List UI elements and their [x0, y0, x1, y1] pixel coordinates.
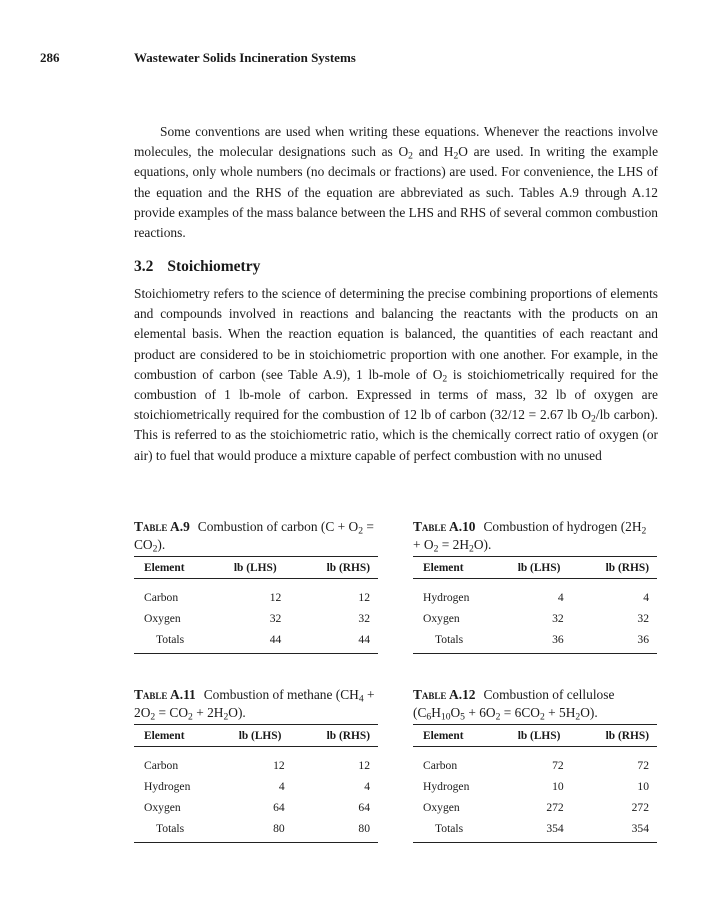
column-header: lb (LHS): [504, 725, 573, 747]
subscript: 2: [469, 543, 474, 555]
data-table: [134, 556, 378, 654]
table-cell: Oxygen: [144, 800, 181, 814]
table-cell: Oxygen: [423, 800, 460, 814]
subscript: 2: [575, 711, 581, 723]
table-row: [413, 608, 657, 629]
totals-row: [134, 818, 378, 843]
table-cell: Totals: [413, 629, 504, 654]
table-cell: 4: [643, 590, 649, 604]
table-caption-text: Combustion of carbon $(C + O_2 = CO_2)$.: [134, 519, 374, 555]
column-header: Element: [413, 557, 504, 579]
table-cell: Carbon: [144, 758, 179, 772]
subscript: 2: [539, 711, 545, 723]
subscript: 2: [188, 711, 193, 723]
stoichiometry-paragraph: Stoichiometry refers to the science of determining the precise combining proportions of elements and compounds involved in reactions and balancing the reactants with the products on an elemental basis. When the reaction equation is balanced, the quantities of each reactant and product are considered to be in stoichiometric proportion with one another. For example, in the combustion of carbon (see Table A.9), 1 lb-mole of $O_2$ is stoichiometrically required for the combustion of 1 lb-mole of carbon. Expressed in terms of mass, 32 lb of oxygen are stoichiometrically required for the combustion of 12 lb of carbon (32/12 = 2.67 lb $O_2/lb$ carbon). This is referred to as the stoichiometric ratio, which is the chemically correct ratio of oxygen (or air) to fuel that would produce a mixture capable of perfect combustion with no unused: [134, 286, 659, 463]
header-row: [413, 725, 657, 747]
table-row: [134, 797, 378, 818]
table-cell: 4: [557, 590, 564, 604]
subscript: 2: [641, 525, 647, 537]
column-header: Element: [134, 557, 219, 579]
subscript: 2: [152, 543, 158, 555]
table-cell: 272: [631, 800, 649, 814]
table-cell: Carbon: [423, 758, 458, 772]
table-row: [134, 579, 378, 609]
table-caption: [413, 686, 657, 724]
column-header: lb (RHS): [574, 557, 657, 579]
table-row: [134, 608, 378, 629]
table-body: [134, 747, 378, 843]
table-caption: [134, 686, 378, 724]
table-a12: [413, 686, 657, 843]
table-cell: 36: [574, 629, 657, 654]
table-cell: 44: [219, 629, 291, 654]
subscript: 2: [453, 150, 459, 162]
table-row: [134, 776, 378, 797]
data-table: [413, 724, 657, 843]
column-header: lb (RHS): [291, 557, 378, 579]
table-a11: [134, 686, 378, 843]
table-a9: [134, 518, 378, 654]
table-cell: Totals: [413, 818, 504, 843]
table-cell: 32: [552, 611, 564, 625]
table-header: [413, 557, 657, 579]
table-cell: Hydrogen: [423, 779, 470, 793]
subscript: 2: [408, 150, 413, 162]
column-header: lb (RHS): [574, 725, 657, 747]
subscript: 2: [150, 711, 156, 723]
table-cell: Oxygen: [144, 611, 181, 625]
table-cell: Hydrogen: [423, 590, 470, 604]
table-body: [134, 579, 378, 654]
table-row: [413, 776, 657, 797]
table-a10: [413, 518, 657, 654]
table-label: Table A.10: [413, 519, 476, 534]
totals-row: [413, 629, 657, 654]
totals-row: [413, 818, 657, 843]
table-cell: 354: [574, 818, 657, 843]
table-cell: Carbon: [144, 590, 179, 604]
running-title: Wastewater Solids Incineration Systems: [134, 50, 356, 65]
subscript: 2: [223, 711, 229, 723]
data-table: [413, 556, 657, 654]
table-cell: 12: [273, 758, 285, 772]
table-cell: 32: [637, 611, 649, 625]
subscript: 2: [358, 525, 363, 537]
table-cell: 10: [552, 779, 564, 793]
section-title: Stoichiometry: [167, 258, 261, 275]
subscript: 2: [442, 373, 448, 385]
column-header: Element: [134, 725, 225, 747]
data-table: [134, 724, 378, 843]
table-header: [134, 557, 378, 579]
table-label: Table A.11: [134, 687, 196, 702]
section-number: 3.2: [134, 258, 154, 275]
column-header: lb (LHS): [225, 725, 294, 747]
table-cell: 44: [291, 629, 378, 654]
column-header: lb (LHS): [219, 557, 291, 579]
subscript: 6: [426, 711, 432, 723]
table-caption: [413, 518, 657, 556]
table-caption: [134, 518, 378, 556]
table-header: [134, 725, 378, 747]
table-cell: 354: [504, 818, 573, 843]
table-cell: 72: [637, 758, 649, 772]
table-label: Table A.9: [134, 519, 190, 534]
table-row: [413, 579, 657, 609]
table-cell: 80: [295, 818, 378, 843]
table-cell: 10: [637, 779, 649, 793]
subscript: 4: [358, 693, 364, 705]
subscript: 10: [440, 711, 451, 723]
header-row: [134, 725, 378, 747]
subscript: 2: [433, 543, 439, 555]
column-header: lb (RHS): [295, 725, 378, 747]
table-cell: 72: [552, 758, 564, 772]
table-cell: Totals: [134, 629, 219, 654]
table-cell: 4: [278, 779, 285, 793]
table-cell: Hydrogen: [144, 779, 191, 793]
table-caption-text: Combustion of cellulose $(C_6H_{10}O_5 + 6O_2 = 6CO_2 + 5H_2O)$.: [413, 687, 615, 723]
subscript: 2: [591, 413, 596, 425]
column-header: lb (LHS): [504, 557, 573, 579]
table-cell: 272: [546, 800, 564, 814]
table-cell: 4: [364, 779, 370, 793]
table-cell: Oxygen: [423, 611, 460, 625]
table-row: [413, 797, 657, 818]
table-caption-text: Combustion of hydrogen $(2H_2 + O_2 = 2H_2O)$.: [413, 519, 647, 555]
table-row: [134, 747, 378, 777]
table-cell: 32: [358, 611, 370, 625]
section-heading: [134, 258, 260, 276]
table-row: [413, 747, 657, 777]
table-cell: 12: [358, 758, 370, 772]
subscript: 5: [460, 711, 465, 723]
table-cell: Totals: [134, 818, 225, 843]
subscript: 2: [495, 711, 501, 723]
table-body: [413, 747, 657, 843]
table-cell: 64: [358, 800, 370, 814]
intro-paragraph: Some conventions are used when writing these equations. Whenever the reactions involve molecules, the molecular designations such as $O_2$ and $H_2O$ are used. In writing the example equations, only whole numbers (no decimals or fractions) are used. For convenience, the LHS of the equation and the RHS of the equation are abbreviated as such. Tables A.9 through A.12 provide examples of the mass balance between the LHS and RHS of several common combustion reactions.: [134, 124, 659, 241]
table-header: [413, 725, 657, 747]
table-cell: 36: [504, 629, 573, 654]
table-caption-text: Combustion of methane $(CH_4 + 2O_2 = CO_2 + 2H_2O)$.: [134, 687, 375, 723]
table-cell: 64: [273, 800, 285, 814]
table-cell: 80: [225, 818, 294, 843]
header-row: [413, 557, 657, 579]
table-cell: 32: [269, 611, 282, 625]
table-body: [413, 579, 657, 654]
table-cell: 12: [358, 590, 370, 604]
totals-row: [134, 629, 378, 654]
column-header: Element: [413, 725, 504, 747]
table-label: Table A.12: [413, 687, 476, 702]
table-cell: 12: [269, 590, 282, 604]
page-number: 286: [40, 50, 60, 65]
header-row: [134, 557, 378, 579]
